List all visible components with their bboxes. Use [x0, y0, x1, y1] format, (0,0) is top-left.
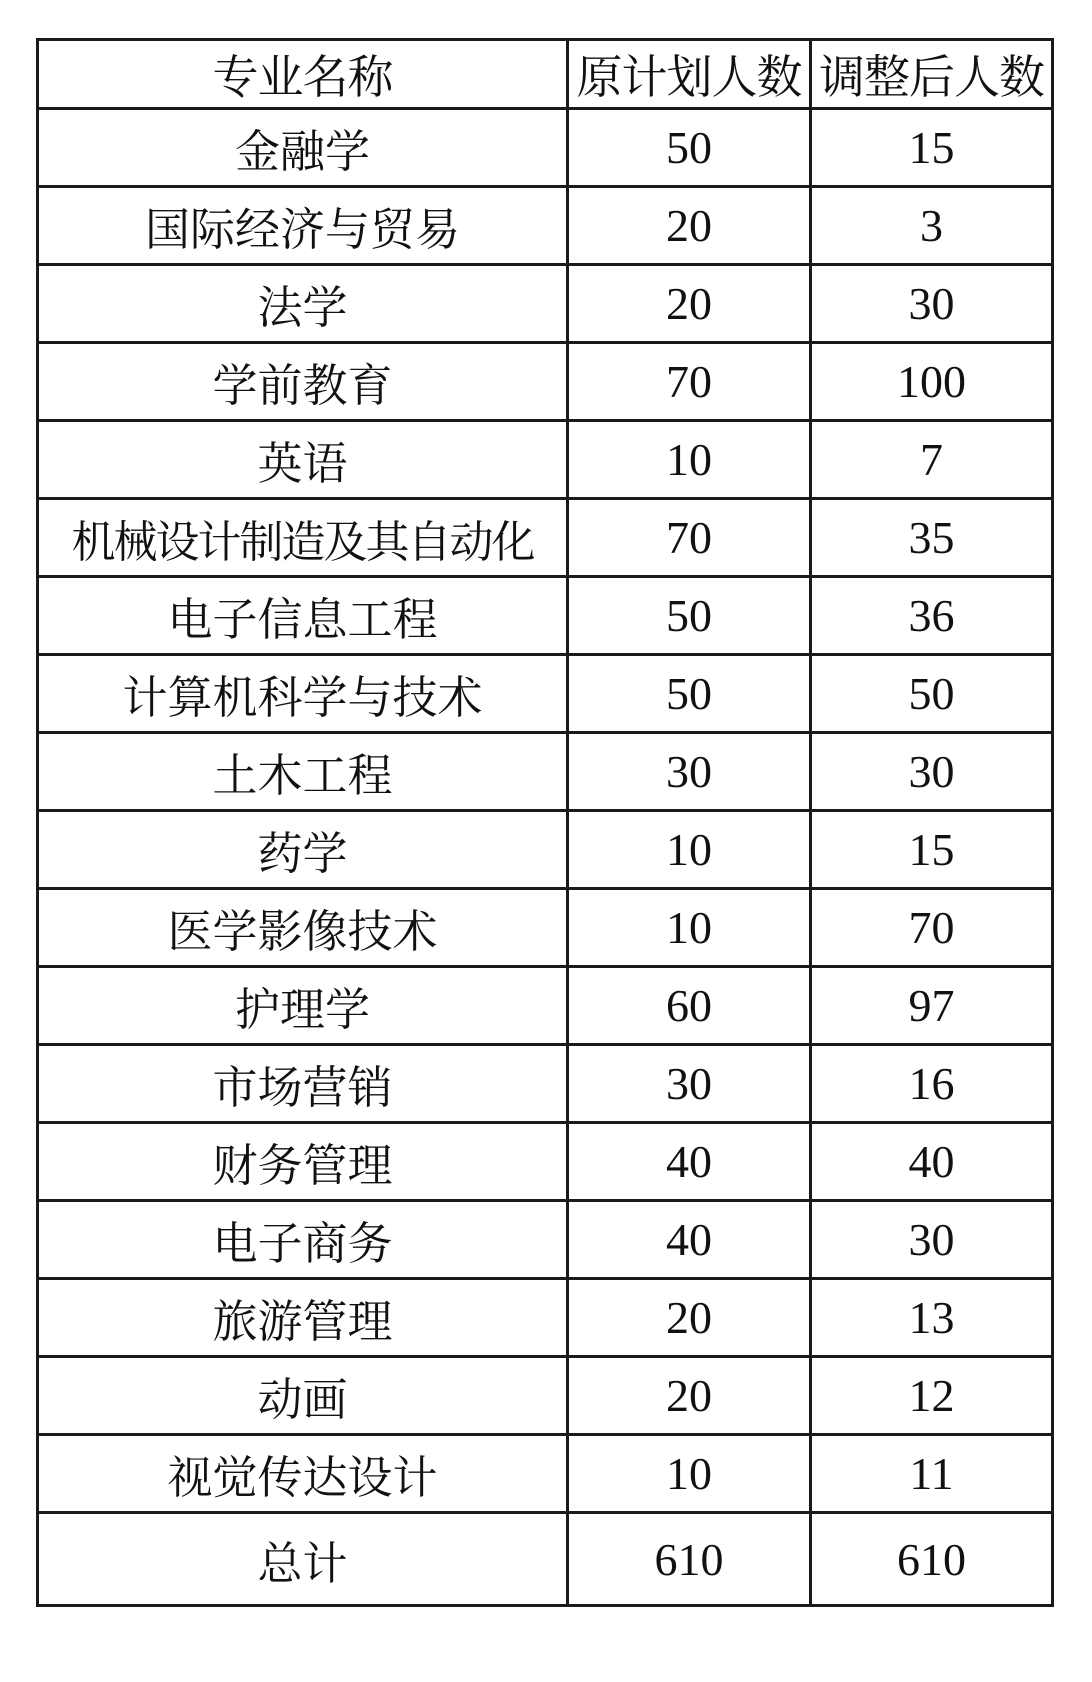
header-major-name: 专业名称	[38, 40, 568, 109]
table-row	[38, 265, 1053, 343]
adjusted-count-cell: 13	[811, 1279, 1053, 1357]
enrollment-table	[36, 38, 1054, 1607]
original-count-cell: 20	[568, 265, 811, 343]
adjusted-count-cell: 35	[811, 499, 1053, 577]
table-row	[38, 1045, 1053, 1123]
header-adjusted-count: 调整后人数	[811, 40, 1053, 109]
total-adjusted-cell: 610	[811, 1513, 1053, 1606]
adjusted-count-cell: 40	[811, 1123, 1053, 1201]
adjusted-count-cell: 3	[811, 187, 1053, 265]
original-count-cell: 50	[568, 109, 811, 187]
original-count-cell: 50	[568, 655, 811, 733]
major-name-cell: 计算机科学与技术	[38, 655, 568, 733]
major-name-cell: 财务管理	[38, 1123, 568, 1201]
major-name-cell: 法学	[38, 265, 568, 343]
original-count-cell: 30	[568, 1045, 811, 1123]
major-name-cell: 市场营销	[38, 1045, 568, 1123]
original-count-cell: 10	[568, 811, 811, 889]
original-count-cell: 10	[568, 889, 811, 967]
table-total-row	[38, 1513, 1053, 1606]
table-row	[38, 577, 1053, 655]
table-row	[38, 1123, 1053, 1201]
adjusted-count-cell: 97	[811, 967, 1053, 1045]
major-name-cell: 金融学	[38, 109, 568, 187]
original-count-cell: 40	[568, 1123, 811, 1201]
original-count-cell: 10	[568, 1435, 811, 1513]
original-count-cell: 50	[568, 577, 811, 655]
adjusted-count-cell: 12	[811, 1357, 1053, 1435]
major-name-cell: 电子商务	[38, 1201, 568, 1279]
major-name-cell: 国际经济与贸易	[38, 187, 568, 265]
table-row	[38, 811, 1053, 889]
table-row	[38, 499, 1053, 577]
total-original-cell: 610	[568, 1513, 811, 1606]
major-name-cell: 旅游管理	[38, 1279, 568, 1357]
adjusted-count-cell: 100	[811, 343, 1053, 421]
original-count-cell: 20	[568, 1357, 811, 1435]
table-body	[38, 109, 1053, 1606]
table-row	[38, 109, 1053, 187]
enrollment-table-container	[36, 38, 1054, 1607]
adjusted-count-cell: 30	[811, 265, 1053, 343]
table-row	[38, 889, 1053, 967]
adjusted-count-cell: 30	[811, 733, 1053, 811]
table-row	[38, 421, 1053, 499]
original-count-cell: 20	[568, 187, 811, 265]
major-name-cell: 动画	[38, 1357, 568, 1435]
table-row	[38, 967, 1053, 1045]
major-name-cell: 药学	[38, 811, 568, 889]
adjusted-count-cell: 50	[811, 655, 1053, 733]
adjusted-count-cell: 7	[811, 421, 1053, 499]
major-name-cell: 护理学	[38, 967, 568, 1045]
adjusted-count-cell: 70	[811, 889, 1053, 967]
table-row	[38, 1279, 1053, 1357]
table-row	[38, 343, 1053, 421]
original-count-cell: 30	[568, 733, 811, 811]
table-row	[38, 733, 1053, 811]
table-row	[38, 655, 1053, 733]
major-name-cell: 土木工程	[38, 733, 568, 811]
table-row	[38, 187, 1053, 265]
table-header-row	[38, 40, 1053, 109]
adjusted-count-cell: 15	[811, 109, 1053, 187]
major-name-cell: 学前教育	[38, 343, 568, 421]
major-name-cell: 机械设计制造及其自动化	[38, 499, 568, 577]
total-label-cell: 总计	[38, 1513, 568, 1606]
original-count-cell: 70	[568, 499, 811, 577]
adjusted-count-cell: 15	[811, 811, 1053, 889]
adjusted-count-cell: 36	[811, 577, 1053, 655]
header-original-count: 原计划人数	[568, 40, 811, 109]
adjusted-count-cell: 11	[811, 1435, 1053, 1513]
major-name-cell: 英语	[38, 421, 568, 499]
table-row	[38, 1201, 1053, 1279]
major-name-cell: 电子信息工程	[38, 577, 568, 655]
adjusted-count-cell: 30	[811, 1201, 1053, 1279]
original-count-cell: 20	[568, 1279, 811, 1357]
major-name-cell: 医学影像技术	[38, 889, 568, 967]
original-count-cell: 40	[568, 1201, 811, 1279]
original-count-cell: 70	[568, 343, 811, 421]
original-count-cell: 60	[568, 967, 811, 1045]
major-name-cell: 视觉传达设计	[38, 1435, 568, 1513]
adjusted-count-cell: 16	[811, 1045, 1053, 1123]
original-count-cell: 10	[568, 421, 811, 499]
table-row	[38, 1357, 1053, 1435]
table-row	[38, 1435, 1053, 1513]
